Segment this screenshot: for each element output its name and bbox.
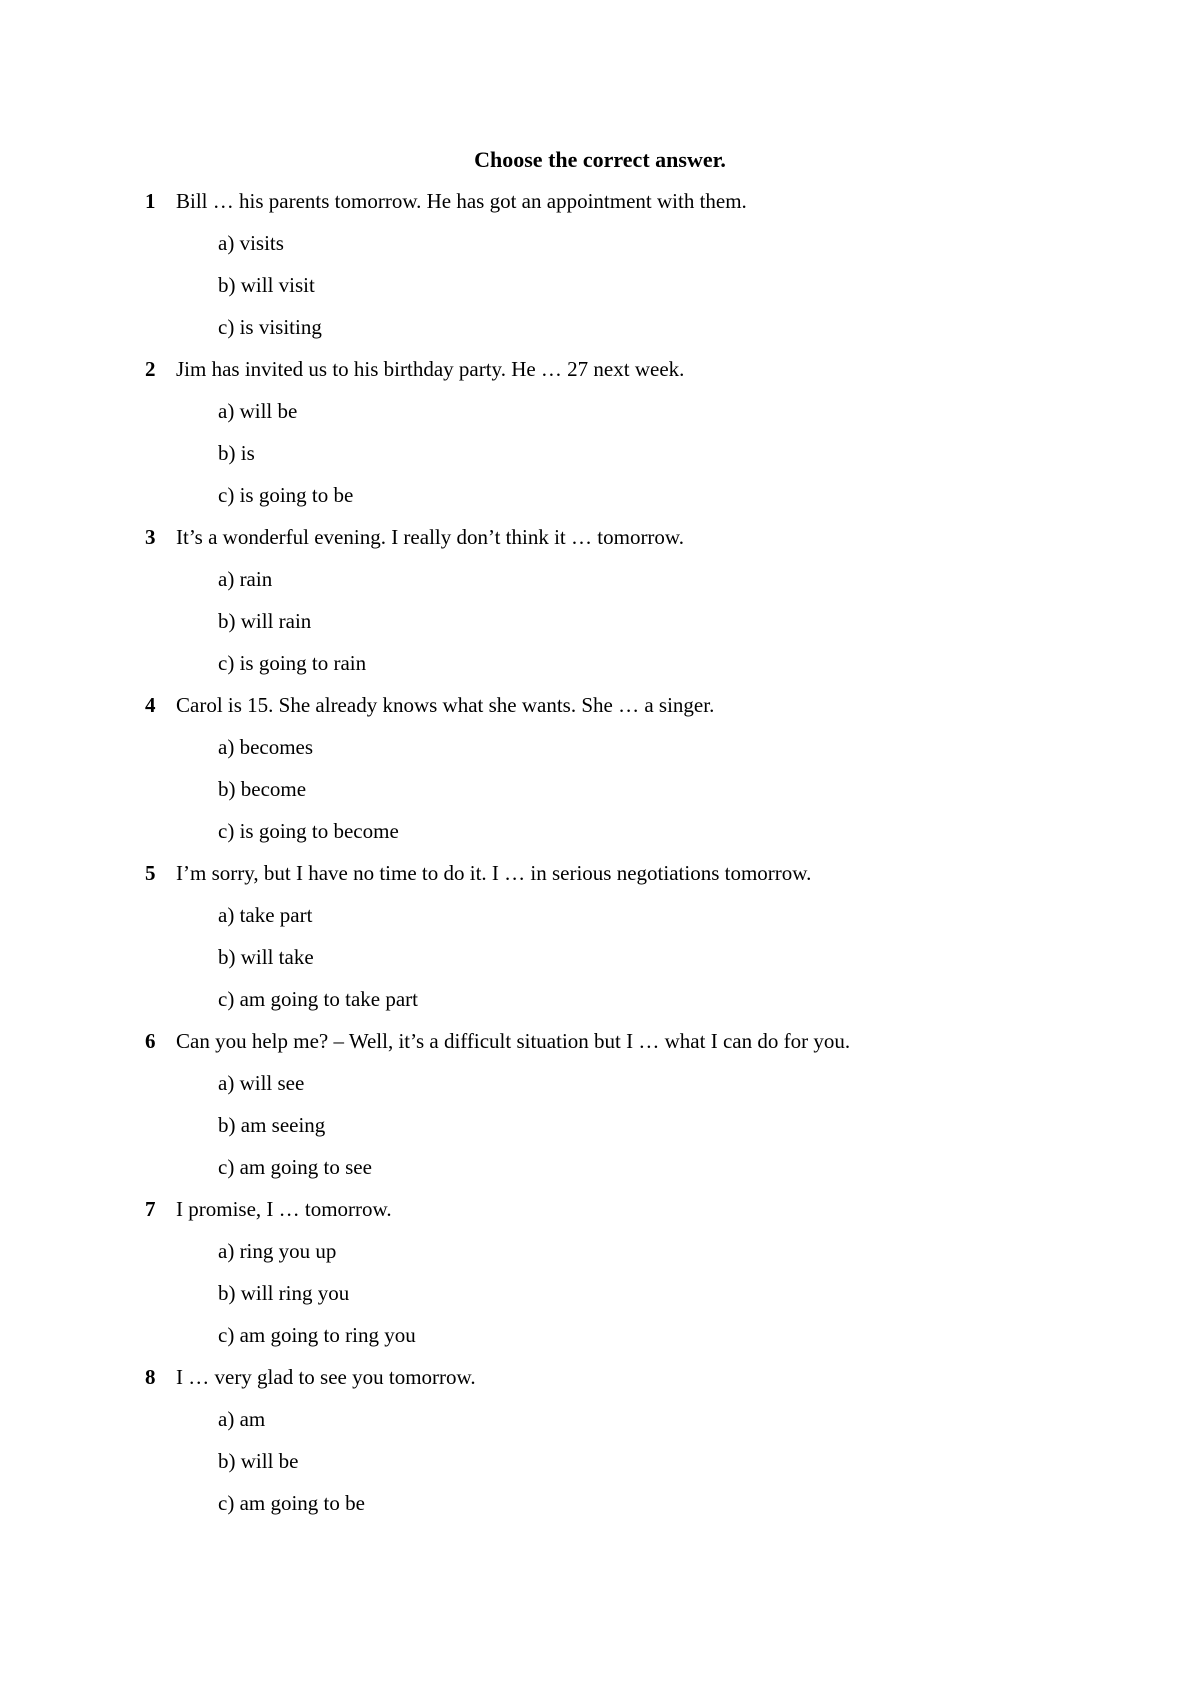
question-text: I promise, I … tomorrow. — [176, 1197, 392, 1221]
question-8 — [145, 1367, 1145, 1535]
option-a: a) take part — [218, 903, 313, 927]
question-text: It’s a wonderful evening. I really don’t think it … tomorrow. — [176, 525, 684, 549]
question-6 — [145, 1031, 1145, 1199]
question-number: 4 — [145, 693, 156, 717]
option-a: a) becomes — [218, 735, 314, 759]
question-stem — [145, 191, 1145, 233]
option-a: a) will be — [218, 399, 298, 423]
option-b: b) become — [218, 777, 307, 801]
question-stem — [145, 1199, 1145, 1241]
option-c: c) is going to be — [218, 483, 354, 507]
option-b: b) will ring you — [218, 1281, 350, 1305]
question-text: Can you help me? – Well, it’s a difficult situation but I … what I can do for you. — [176, 1029, 851, 1053]
option-c: c) am going to be — [218, 1491, 365, 1515]
option-a: a) am — [218, 1407, 266, 1431]
question-stem — [145, 1367, 1145, 1409]
option-b: b) is — [218, 441, 255, 465]
question-number: 5 — [145, 861, 156, 885]
question-text: Bill … his parents tomorrow. He has got an appointment with them. — [176, 189, 747, 213]
question-stem — [145, 695, 1145, 737]
question-stem — [145, 1031, 1145, 1073]
question-4 — [145, 695, 1145, 863]
question-number: 8 — [145, 1365, 156, 1389]
question-3 — [145, 527, 1145, 695]
option-b: b) will be — [218, 1449, 299, 1473]
question-stem — [145, 359, 1145, 401]
question-list — [145, 191, 1145, 1535]
option-a: a) will see — [218, 1071, 305, 1095]
page-title: Choose the correct answer. — [474, 147, 726, 172]
question-number: 3 — [145, 525, 156, 549]
option-b: b) will take — [218, 945, 314, 969]
option-c: c) am going to take part — [218, 987, 419, 1011]
option-b: b) will visit — [218, 273, 315, 297]
question-1 — [145, 191, 1145, 359]
question-text: I … very glad to see you tomorrow. — [176, 1365, 476, 1389]
question-number: 2 — [145, 357, 156, 381]
question-number: 6 — [145, 1029, 156, 1053]
question-text: I’m sorry, but I have no time to do it. I … in serious negotiations tomorrow. — [176, 861, 812, 885]
question-text: Jim has invited us to his birthday party. He … 27 next week. — [176, 357, 685, 381]
question-stem — [145, 527, 1145, 569]
option-b: b) am seeing — [218, 1113, 326, 1137]
question-2 — [145, 359, 1145, 527]
option-c: c) is going to become — [218, 819, 399, 843]
question-5 — [145, 863, 1145, 1031]
question-7 — [145, 1199, 1145, 1367]
option-b: b) will rain — [218, 609, 312, 633]
option-c: c) am going to ring you — [218, 1323, 416, 1347]
option-c: c) is visiting — [218, 315, 322, 339]
question-number: 7 — [145, 1197, 156, 1221]
option-c: c) is going to rain — [218, 651, 367, 675]
question-number: 1 — [145, 189, 156, 213]
question-text: Carol is 15. She already knows what she wants. She … a singer. — [176, 693, 715, 717]
question-stem — [145, 863, 1145, 905]
option-a: a) rain — [218, 567, 273, 591]
option-a: a) ring you up — [218, 1239, 337, 1263]
option-c: c) am going to see — [218, 1155, 372, 1179]
option-a: a) visits — [218, 231, 284, 255]
